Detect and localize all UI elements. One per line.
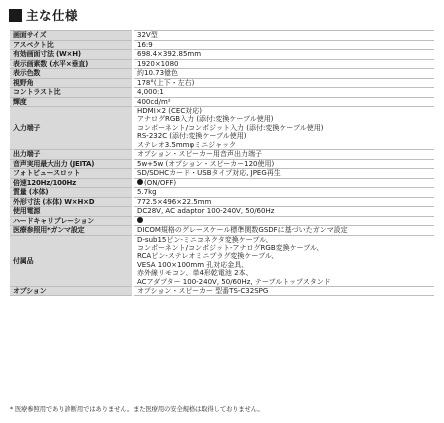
spec-row bbox=[10, 235, 434, 286]
spec-value-text: DC28V, AC adaptor 100-240V, 50/60Hz bbox=[137, 207, 275, 216]
spec-value-text: HDMI×2 (CEC対応) bbox=[137, 107, 202, 115]
spec-row bbox=[10, 188, 434, 198]
spec-value-line bbox=[137, 287, 431, 295]
spec-value-text: SD/SDHCカード・USBタイプ対応, JPEG再生 bbox=[137, 169, 281, 178]
spec-row bbox=[10, 59, 434, 69]
spec-value-text: DICOM規格のグレースケール標準関数GSDFに基づいたガンマ設定 bbox=[137, 226, 348, 235]
spec-value-text: 5w+5w (オプション・スピーカー120使用) bbox=[137, 159, 275, 168]
spec-value-text: RS-232C (添付:変換ケーブル使用) bbox=[137, 132, 247, 141]
spec-value bbox=[133, 169, 434, 179]
square-bullet-icon bbox=[9, 9, 22, 22]
spec-row bbox=[10, 50, 434, 60]
spec-value-text: 772.5×496×22.5mm bbox=[137, 197, 212, 206]
spec-table-body bbox=[10, 31, 434, 296]
spec-value-line bbox=[137, 252, 431, 260]
spec-value-line bbox=[137, 141, 431, 149]
spec-value-line bbox=[137, 124, 431, 132]
spec-row bbox=[10, 226, 434, 236]
footnote: * 医療参照用であり診断用ではありません。また医療用の安全規格は取得しておりません。 bbox=[10, 406, 264, 413]
spec-label: フォトビュースロット bbox=[10, 169, 133, 179]
spec-label: 画面サイズ bbox=[10, 31, 133, 41]
spec-row bbox=[10, 169, 434, 179]
spec-value-text: ステレオ3.5mmφミニジャック bbox=[137, 140, 236, 149]
spec-row bbox=[10, 69, 434, 79]
spec-value-line bbox=[137, 179, 431, 187]
spec-value-line bbox=[137, 278, 431, 286]
spec-value-text: 178°(上下・左右) bbox=[137, 78, 195, 87]
spec-value-text: 1920×1080 bbox=[137, 59, 179, 68]
supported-bullet-icon bbox=[137, 217, 143, 223]
spec-value-text: 赤外線リモコン、単4形乾電池 2本、 bbox=[137, 269, 253, 278]
spec-value bbox=[133, 235, 434, 286]
spec-value-line bbox=[137, 188, 431, 196]
spec-value-text: D-sub15ピン-ミニコネクタ変換ケーブル、 bbox=[137, 235, 273, 244]
spec-value-text: コンポーネント/コンポジット入力 (添付:変換ケーブル使用) bbox=[137, 123, 324, 132]
spec-label: 音声実用最大出力 (JEITA) bbox=[10, 159, 133, 169]
spec-value-text: 約10.73億色 bbox=[137, 69, 179, 78]
spec-value-line bbox=[137, 261, 431, 269]
spec-value bbox=[133, 31, 434, 41]
spec-row bbox=[10, 286, 434, 296]
spec-value-text: 698.4×392.85mm bbox=[137, 50, 202, 59]
spec-value-text: オプション・スピーカー用音声出力端子 bbox=[137, 150, 262, 159]
section-title bbox=[9, 6, 78, 24]
spec-label: オプション bbox=[10, 286, 133, 296]
spec-value-line bbox=[137, 226, 431, 234]
spec-row bbox=[10, 216, 434, 226]
spec-row bbox=[10, 150, 434, 160]
spec-row bbox=[10, 40, 434, 50]
spec-label: 使用電源 bbox=[10, 207, 133, 217]
spec-value-line bbox=[137, 50, 431, 58]
spec-value bbox=[133, 159, 434, 169]
spec-value-line bbox=[137, 88, 431, 96]
spec-row bbox=[10, 78, 434, 88]
spec-label: コントラスト比 bbox=[10, 88, 133, 98]
spec-value-line bbox=[137, 132, 431, 140]
spec-table bbox=[10, 30, 434, 296]
spec-row bbox=[10, 178, 434, 188]
spec-value bbox=[133, 97, 434, 107]
spec-value-line bbox=[137, 198, 431, 206]
spec-row bbox=[10, 197, 434, 207]
spec-value-line bbox=[137, 31, 431, 39]
spec-value-text: 16:9 bbox=[137, 40, 153, 49]
page-title: 主な仕様 bbox=[26, 8, 79, 23]
spec-value-line bbox=[137, 160, 431, 168]
spec-value bbox=[133, 59, 434, 69]
spec-label: 入力端子 bbox=[10, 107, 133, 150]
supported-bullet-icon bbox=[137, 179, 143, 185]
spec-value-text: VESA 100×100mm 孔対応金具、 bbox=[137, 260, 249, 269]
spec-value bbox=[133, 216, 434, 226]
spec-value-line bbox=[137, 150, 431, 158]
spec-value-text: RCAピン-ステレオミニプラグ変換ケーブル、 bbox=[137, 252, 279, 261]
spec-label: 出力端子 bbox=[10, 150, 133, 160]
spec-value-line bbox=[137, 207, 431, 215]
spec-value-line bbox=[137, 41, 431, 49]
spec-value bbox=[133, 286, 434, 296]
spec-value bbox=[133, 178, 434, 188]
spec-value bbox=[133, 150, 434, 160]
spec-value-text: 5.7kg bbox=[137, 188, 157, 197]
spec-value-text: 32V型 bbox=[137, 31, 158, 40]
spec-value bbox=[133, 107, 434, 150]
spec-label: 外形寸法 (本体) W×H×D bbox=[10, 197, 133, 207]
spec-label: 表示色数 bbox=[10, 69, 133, 79]
spec-label: 表示画素数 (水平×垂直) bbox=[10, 59, 133, 69]
spec-label: 医療参照用*ガンマ設定 bbox=[10, 226, 133, 236]
spec-label: ハードキャリブレーション bbox=[10, 216, 133, 226]
spec-value-text: (ON/OFF) bbox=[144, 178, 177, 187]
spec-value-text: ACアダプター 100-240V, 50/60Hz, テーブルトップスタンド bbox=[137, 277, 331, 286]
spec-value-line bbox=[137, 217, 431, 225]
spec-label: 倍速120Hz/100Hz bbox=[10, 178, 133, 188]
spec-label: アスペクト比 bbox=[10, 40, 133, 50]
spec-value-line bbox=[137, 60, 431, 68]
spec-value bbox=[133, 197, 434, 207]
spec-value bbox=[133, 88, 434, 98]
spec-label: 有効画面寸法 (W×H) bbox=[10, 50, 133, 60]
spec-value-line bbox=[137, 169, 431, 177]
spec-value-text: 400cd/m² bbox=[137, 97, 171, 106]
spec-value-line bbox=[137, 79, 431, 87]
spec-value-text: オプション・スピーカー 型番TS-C32SPG bbox=[137, 287, 269, 296]
spec-label: 視野角 bbox=[10, 78, 133, 88]
spec-value bbox=[133, 207, 434, 217]
spec-row bbox=[10, 97, 434, 107]
spec-row bbox=[10, 31, 434, 41]
spec-row bbox=[10, 159, 434, 169]
spec-label: 輝度 bbox=[10, 97, 133, 107]
spec-value-line bbox=[137, 269, 431, 277]
spec-value bbox=[133, 40, 434, 50]
spec-value-line bbox=[137, 115, 431, 123]
spec-label: 付属品 bbox=[10, 235, 133, 286]
spec-row bbox=[10, 88, 434, 98]
spec-value-text: コンポーネント/コンポジット-アナログRGB変換ケーブル、 bbox=[137, 243, 324, 252]
spec-value-text: 4,000:1 bbox=[137, 88, 164, 97]
spec-value bbox=[133, 188, 434, 198]
spec-value-line bbox=[137, 98, 431, 106]
spec-value-text: アナログRGB入力 (添付:変換ケーブル使用) bbox=[137, 115, 274, 124]
spec-value bbox=[133, 69, 434, 79]
spec-value-line bbox=[137, 69, 431, 77]
spec-label: 質量 (本体) bbox=[10, 188, 133, 198]
spec-value-line bbox=[137, 236, 431, 244]
spec-row bbox=[10, 207, 434, 217]
spec-value bbox=[133, 50, 434, 60]
spec-value bbox=[133, 226, 434, 236]
spec-value bbox=[133, 78, 434, 88]
spec-row bbox=[10, 107, 434, 150]
